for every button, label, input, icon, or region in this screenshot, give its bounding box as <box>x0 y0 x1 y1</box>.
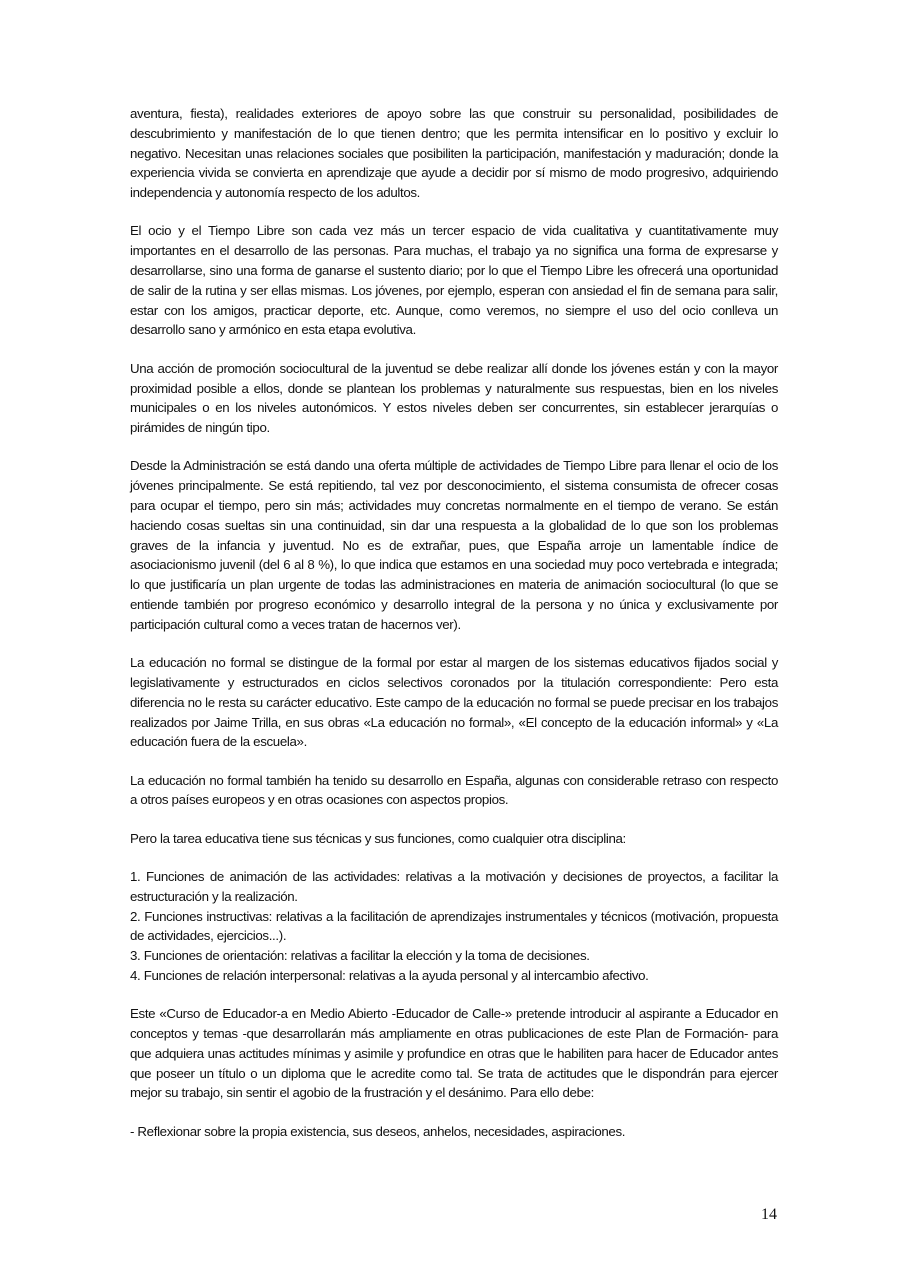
paragraph-free-time: El ocio y el Tiempo Libre son cada vez más un tercer espacio de vida cualitativa y cuantitativamente muy importantes en el desarrollo de las personas. Para muchas, el trabajo ya no significa una forma de expresarse y desarrollarse, sino una forma de ganarse el sustento diario; por lo que el Tiempo Libre les ofrecerá una oportunidad de salir de la rutina y ser ellas mismas. Los jóvenes, por ejemplo, esperan con ansiedad el fin de semana para salir, estar con los amigos, practicar deporte, etc. Aunque, como veremos, no siempre el uso del ocio conlleva un desarrollo sano y armónico en esta etapa evolutiva. <box>130 223 778 338</box>
list-item: 2. Funciones instructivas: relativas a la facilitación de aprendizajes instrumentales y técnicos (motivación, propuesta de actividades, ejercicios...). <box>130 908 778 944</box>
page-number: 14 <box>761 1206 777 1223</box>
paragraph-educational-task: Pero la tarea educativa tiene sus técnicas y sus funciones, como cualquier otra disciplina: <box>130 830 626 846</box>
paragraph-sociocultural-promotion: Una acción de promoción sociocultural de la juventud se debe realizar allí donde los jóvenes están y con la mayor proximidad posible a ellos, donde se plantean los problemas y naturalmente sus respuestas, bien en los niveles municipales o en los niveles autonómicos. Y estos niveles deben ser concurrentes, sin establecer jerarquías o pirámides de ningún tipo. <box>130 360 778 436</box>
dash-list-item: - Reflexionar sobre la propia existencia, sus deseos, anhelos, necesidades, aspiraciones. <box>130 1123 626 1139</box>
list-item: 1. Funciones de animación de las actividades: relativas a la motivación y decisiones de proyectos, a facilitar la estructuración y la realización. <box>130 869 778 904</box>
paragraph-non-formal-education: La educación no formal se distingue de la formal por estar al margen de los sistemas educativos fijados social y legislativamente y estructurados en ciclos selectivos coronados por la titulación correspondiente: Pero esta diferencia no le resta su carácter educativo. Este campo de la educación no formal se puede precisar en los trabajos realizados por Jaime Trilla, en sus obras «La educación no formal», «El concepto de la educación informal» y «La educación fuera de la escuela». <box>130 655 778 750</box>
paragraph-course-intro: Este «Curso de Educador-a en Medio Abierto -Educador de Calle-» pretende introducir al aspirante a Educador en conceptos y temas -que desarrollarán más ampliamente en otras publicaciones de este Plan de Formación- para que adquiera unas actitudes mínimas y asimile y profundice en otras que le habiliten para hacer de Educador antes que poseer un título o un diploma que le acredite como tal. Se trata de actitudes que le dispondrán para ejercer mejor su trabajo, sin sentir el agobio de la frustración y el desánimo. Para ello debe: <box>130 1006 778 1101</box>
paragraph-administration-offer: Desde la Administración se está dando una oferta múltiple de actividades de Tiempo Libre para llenar el ocio de los jóvenes principalmente. Se está repitiendo, tal vez por desconocimiento, el sistema consumista de ofrecer cosas para ocupar el tiempo, pero sin más; actividades muy concretas normalmente en el tiempo de verano. Se están haciendo cosas sueltas sin una continuidad, sin dar una respuesta a la globalidad de lo que son los problemas graves de la infancia y juventud. No es de extrañar, pues, que España arroje un lamentable índice de asociacionismo juvenil (del 6 al 8 %), lo que indica que estamos en una sociedad muy poco vertebrada e integrada; lo que justificaría un plan urgente de todas las administraciones en materia de animación sociocultural (lo que se entiende también por progreso económico y desarrollo integral de la persona y no única y exclusivamente por participación cultural como a veces tratan de hacernos ver). <box>130 458 778 632</box>
page-body <box>130 104 778 1160</box>
functions-list <box>130 867 778 986</box>
list-item: 3. Funciones de orientación: relativas a facilitar la elección y la toma de decisiones. <box>130 948 590 964</box>
paragraph-development-spain: La educación no formal también ha tenido su desarrollo en España, algunas con considerable retraso con respecto a otros países europeos y en otras ocasiones con aspectos propios. <box>130 772 778 808</box>
list-item: 4. Funciones de relación interpersonal: relativas a la ayuda personal y al intercambio afectivo. <box>130 967 649 983</box>
paragraph-leisure-needs: aventura, fiesta), realidades exteriores de apoyo sobre las que construir su personalidad, posibilidades de descubrimiento y manifestación de lo que tienen dentro; que les permita intensificar en lo positivo y excluir lo negativo. Necesitan unas relaciones sociales que posibiliten la participación, manifestación y maduración; donde la experiencia vivida se convierta en aprendizaje que ayude a decidir por sí mismo de modo progresivo, adquiriendo independencia y autonomía respecto de los adultos. <box>130 106 778 201</box>
